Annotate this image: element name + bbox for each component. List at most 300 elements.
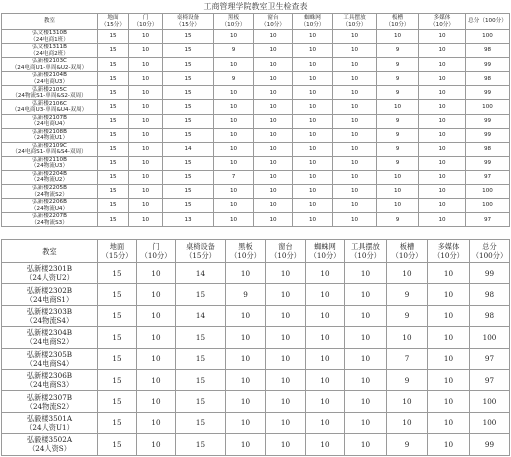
table-row — [2, 305, 510, 326]
score-cell: 10 — [254, 86, 293, 100]
score-cell: 15 — [98, 30, 129, 44]
column-header-label: 门 — [152, 242, 160, 251]
score-cell: 10 — [214, 156, 254, 170]
classroom-cell — [2, 263, 98, 284]
table-row — [2, 412, 510, 433]
class-group: （24物流S4） — [25, 315, 74, 325]
score-cell: 10 — [387, 327, 428, 348]
score-cell: 10 — [137, 348, 176, 369]
score-cell: 9 — [226, 284, 266, 305]
class-group: （24物流U1） — [30, 135, 69, 142]
table-row — [2, 185, 510, 199]
table-row — [2, 30, 510, 44]
total-score-cell: 99 — [466, 114, 510, 128]
column-header-points: （10分） — [140, 251, 172, 260]
column-header-label: 板槽 — [399, 242, 415, 251]
classroom-cell — [2, 114, 98, 128]
classroom-name: 弘新楼2305B — [26, 349, 73, 359]
score-cell: 10 — [293, 100, 333, 114]
column-header-points: （10分） — [270, 251, 301, 260]
total-score-cell: 100 — [470, 412, 510, 433]
table-row — [2, 128, 510, 142]
score-cell: 10 — [387, 391, 428, 412]
classroom-name: 弘文楼1310B — [32, 30, 67, 37]
score-cell: 10 — [214, 30, 254, 44]
score-cell: 9 — [377, 114, 419, 128]
total-score-cell: 97 — [466, 170, 510, 184]
score-cell: 10 — [137, 305, 176, 326]
score-cell: 10 — [254, 100, 293, 114]
score-cell: 15 — [98, 284, 137, 305]
score-cell: 10 — [306, 284, 345, 305]
score-cell: 10 — [377, 170, 419, 184]
column-header-label: 教室 — [42, 246, 57, 256]
score-cell: 10 — [254, 72, 293, 86]
score-cell: 9 — [214, 44, 254, 58]
table-row — [2, 86, 510, 100]
score-cell: 10 — [129, 170, 163, 184]
score-cell: 15 — [98, 100, 129, 114]
page-title: 工商管理学院教室卫生检查表 — [203, 2, 308, 11]
score-cell: 10 — [129, 72, 163, 86]
score-cell: 15 — [163, 128, 214, 142]
score-cell: 10 — [254, 44, 293, 58]
column-header-points: （10分） — [433, 251, 464, 260]
score-cell: 10 — [333, 30, 377, 44]
column-header-points: （15分） — [176, 21, 200, 28]
score-cell: 9 — [377, 128, 419, 142]
score-cell: 10 — [333, 185, 377, 199]
score-cell: 10 — [306, 327, 345, 348]
classroom-name: 弘新楼2204B — [32, 171, 67, 178]
score-cell: 10 — [333, 170, 377, 184]
score-cell: 15 — [163, 58, 214, 72]
column-header-points: （10分） — [230, 251, 261, 260]
class-group: （24电商U3-单周&U4-双周） — [11, 107, 88, 114]
column-header — [306, 240, 345, 263]
score-cell: 15 — [98, 185, 129, 199]
score-cell: 10 — [306, 305, 345, 326]
score-cell: 9 — [377, 58, 419, 72]
column-header — [98, 14, 129, 30]
score-cell: 10 — [333, 72, 377, 86]
classroom-cell — [2, 58, 98, 72]
score-cell: 10 — [254, 199, 293, 213]
classroom-name: 弘新楼2304B — [26, 328, 73, 338]
table-row — [2, 199, 510, 213]
score-cell: 15 — [98, 412, 137, 433]
score-cell: 10 — [293, 170, 333, 184]
score-cell: 10 — [306, 434, 345, 455]
score-cell: 10 — [214, 114, 254, 128]
score-cell: 10 — [333, 86, 377, 100]
score-cell: 10 — [266, 284, 306, 305]
column-header-points: （10分） — [261, 21, 285, 28]
score-cell: 10 — [214, 100, 254, 114]
score-cell: 15 — [98, 58, 129, 72]
score-cell: 10 — [345, 263, 387, 284]
classroom-name: 弘文楼1311B — [32, 44, 67, 51]
score-cell: 10 — [214, 128, 254, 142]
table-row — [2, 284, 510, 305]
score-cell: 10 — [266, 348, 306, 369]
score-cell: 10 — [266, 434, 306, 455]
score-cell: 10 — [419, 128, 466, 142]
total-score-cell: 100 — [466, 199, 510, 213]
score-cell: 10 — [254, 30, 293, 44]
score-cell: 10 — [428, 412, 470, 433]
header-row — [2, 14, 510, 30]
table-row — [2, 391, 510, 412]
score-cell: 10 — [333, 44, 377, 58]
total-score-cell: 98 — [466, 44, 510, 58]
classroom-cell — [2, 128, 98, 142]
score-cell: 10 — [345, 305, 387, 326]
score-cell: 10 — [129, 156, 163, 170]
score-cell: 9 — [387, 284, 428, 305]
score-cell: 9 — [377, 213, 419, 227]
score-cell: 10 — [266, 263, 306, 284]
column-header — [466, 14, 510, 30]
class-group: （24电商S1） — [25, 294, 74, 304]
score-cell: 10 — [428, 391, 470, 412]
score-cell: 10 — [137, 263, 176, 284]
classroom-cell — [2, 100, 98, 114]
total-score-cell: 100 — [470, 327, 510, 348]
total-score-cell: 99 — [470, 434, 510, 455]
classroom-cell — [2, 142, 98, 156]
score-cell: 10 — [419, 199, 466, 213]
score-cell: 10 — [333, 156, 377, 170]
score-cell: 15 — [163, 100, 214, 114]
score-cell: 10 — [333, 142, 377, 156]
score-cell: 10 — [345, 434, 387, 455]
score-cell: 10 — [306, 263, 345, 284]
classroom-cell — [2, 369, 98, 390]
class-group: （24电商S3） — [25, 380, 74, 390]
column-header-points: （10分） — [309, 251, 341, 260]
score-cell: 10 — [226, 305, 266, 326]
score-cell: 15 — [163, 170, 214, 184]
classroom-name: 弘新楼2106C — [32, 100, 67, 107]
score-cell: 10 — [345, 391, 387, 412]
classroom-name: 弘新楼2306B — [26, 371, 73, 381]
score-cell: 10 — [306, 369, 345, 390]
column-header — [345, 240, 387, 263]
score-cell: 7 — [387, 348, 428, 369]
score-cell: 10 — [293, 30, 333, 44]
score-cell: 10 — [377, 100, 419, 114]
column-header-label: 总分（100分） — [468, 18, 507, 25]
score-cell: 10 — [306, 412, 345, 433]
classroom-cell — [2, 434, 98, 455]
column-header-label: 黑板 — [238, 242, 253, 251]
score-cell: 10 — [306, 391, 345, 412]
classroom-cell — [2, 86, 98, 100]
classroom-cell — [2, 72, 98, 86]
score-cell: 15 — [98, 128, 129, 142]
score-cell: 14 — [176, 305, 226, 326]
score-cell: 10 — [226, 263, 266, 284]
column-header-label: 多媒体 — [437, 242, 460, 251]
score-cell: 10 — [254, 128, 293, 142]
score-cell: 15 — [98, 114, 129, 128]
column-header-points: （10分） — [391, 251, 423, 260]
classroom-cell — [2, 213, 98, 227]
column-header-label: 地面 — [107, 15, 119, 22]
score-cell: 9 — [387, 305, 428, 326]
classroom-name: 弘新楼2303B — [26, 306, 73, 316]
class-group: （24物流U4） — [30, 205, 69, 212]
score-cell: 10 — [419, 114, 466, 128]
column-header-label: 黑板 — [227, 15, 240, 22]
column-header-label: 多媒体 — [433, 15, 451, 22]
column-header — [98, 240, 137, 263]
score-cell: 10 — [419, 213, 466, 227]
score-cell: 15 — [98, 305, 137, 326]
score-cell: 10 — [419, 156, 466, 170]
score-cell: 10 — [254, 156, 293, 170]
column-header-label: 窗台 — [267, 15, 279, 22]
score-cell: 10 — [226, 348, 266, 369]
class-group: （24人资S） — [28, 444, 71, 454]
class-group: （24电商S4） — [25, 358, 74, 368]
column-header — [176, 240, 226, 263]
score-cell: 10 — [293, 114, 333, 128]
score-cell: 10 — [419, 72, 466, 86]
column-header — [129, 14, 163, 30]
class-group: （24电商S1-单周&S4-双周） — [12, 149, 87, 156]
score-cell: 10 — [137, 391, 176, 412]
table-row — [2, 100, 510, 114]
score-cell: 10 — [129, 30, 163, 44]
column-header-label: 工具摆放 — [351, 242, 380, 251]
column-header-label: 门 — [142, 15, 149, 22]
class-group: （24电商2班） — [30, 50, 69, 57]
table-row — [2, 348, 510, 369]
classroom-cell — [2, 391, 98, 412]
score-cell: 10 — [293, 142, 333, 156]
score-cell: 10 — [129, 44, 163, 58]
score-cell: 9 — [387, 434, 428, 455]
total-score-cell: 99 — [466, 128, 510, 142]
table-row — [2, 170, 510, 184]
score-cell: 10 — [419, 30, 466, 44]
score-cell: 10 — [293, 128, 333, 142]
class-group: （24电商U4） — [30, 121, 69, 128]
table-row — [2, 142, 510, 156]
score-cell: 10 — [137, 434, 176, 455]
table-row — [2, 44, 510, 58]
score-cell: 10 — [293, 72, 333, 86]
score-cell: 10 — [345, 348, 387, 369]
score-cell: 10 — [129, 58, 163, 72]
column-header — [293, 14, 333, 30]
score-cell: 10 — [333, 199, 377, 213]
classroom-name: 弘新楼2301B — [26, 264, 73, 274]
score-cell: 15 — [176, 369, 226, 390]
column-header-label: 总分 — [482, 242, 497, 251]
total-score-cell: 99 — [470, 263, 510, 284]
inspection-table-bottom — [1, 239, 510, 456]
score-cell: 15 — [98, 434, 137, 455]
score-cell: 10 — [129, 185, 163, 199]
total-score-cell: 99 — [466, 58, 510, 72]
score-cell: 10 — [129, 199, 163, 213]
score-cell: 10 — [129, 86, 163, 100]
score-cell: 15 — [163, 30, 214, 44]
table-row — [2, 327, 510, 348]
score-cell: 10 — [345, 284, 387, 305]
score-cell: 10 — [226, 434, 266, 455]
column-header-label: 教室 — [43, 18, 56, 25]
score-cell: 15 — [176, 412, 226, 433]
column-header-label: 桌椅设备 — [186, 242, 215, 251]
score-cell: 10 — [293, 213, 333, 227]
score-cell: 15 — [163, 72, 214, 86]
class-group: （24电商U1-单周&U2-双周） — [11, 64, 88, 71]
score-cell: 9 — [377, 156, 419, 170]
total-score-cell: 99 — [466, 156, 510, 170]
score-cell: 9 — [377, 72, 419, 86]
column-header — [137, 240, 176, 263]
score-cell: 10 — [428, 263, 470, 284]
score-cell: 10 — [214, 185, 254, 199]
score-cell: 10 — [137, 369, 176, 390]
total-score-cell: 97 — [470, 348, 510, 369]
classroom-name: 弘新楼2302B — [26, 285, 73, 295]
score-cell: 15 — [98, 86, 129, 100]
inspection-table-top — [1, 13, 510, 227]
total-score-cell: 98 — [466, 142, 510, 156]
score-cell: 10 — [293, 86, 333, 100]
table-row — [2, 72, 510, 86]
classroom-cell — [2, 30, 98, 44]
score-cell: 15 — [163, 156, 214, 170]
score-cell: 14 — [163, 142, 214, 156]
class-group: （24电商U3） — [30, 78, 69, 85]
classroom-cell — [2, 305, 98, 326]
column-header — [266, 240, 306, 263]
score-cell: 10 — [129, 213, 163, 227]
score-cell: 10 — [333, 128, 377, 142]
score-cell: 10 — [419, 58, 466, 72]
score-cell: 9 — [377, 44, 419, 58]
total-score-cell: 100 — [466, 100, 510, 114]
column-header-points: （10分） — [133, 21, 158, 28]
score-cell: 15 — [98, 327, 137, 348]
table-row — [2, 263, 510, 284]
score-cell: 10 — [387, 412, 428, 433]
column-header — [419, 14, 466, 30]
score-cell: 10 — [387, 263, 428, 284]
column-header — [470, 240, 510, 263]
score-cell: 15 — [98, 72, 129, 86]
score-cell: 10 — [428, 348, 470, 369]
total-score-cell: 100 — [470, 391, 510, 412]
column-header — [254, 14, 293, 30]
score-cell: 10 — [214, 58, 254, 72]
classroom-cell — [2, 185, 98, 199]
score-cell: 15 — [98, 213, 129, 227]
classroom-name: 弘新楼2307B — [26, 392, 73, 402]
column-header — [2, 240, 98, 263]
score-cell: 10 — [254, 213, 293, 227]
score-cell: 10 — [333, 58, 377, 72]
score-cell: 10 — [293, 58, 333, 72]
score-cell: 10 — [266, 391, 306, 412]
score-cell: 10 — [226, 391, 266, 412]
column-header-points: （15分） — [185, 251, 216, 260]
score-cell: 9 — [377, 86, 419, 100]
score-cell: 10 — [419, 185, 466, 199]
column-header — [387, 240, 428, 263]
class-group: （24人资U1） — [25, 422, 74, 432]
header-row — [2, 240, 510, 263]
classroom-name: 弘毅楼3502A — [26, 435, 73, 445]
score-cell: 10 — [129, 100, 163, 114]
score-cell: 15 — [163, 44, 214, 58]
class-group: （24物流U3） — [30, 163, 69, 170]
column-header-points: （10分） — [350, 251, 381, 260]
score-cell: 15 — [176, 348, 226, 369]
score-cell: 9 — [377, 142, 419, 156]
classroom-cell — [2, 284, 98, 305]
column-header-label: 桌椅设备 — [176, 15, 200, 22]
column-header-label: 蜘蛛网 — [304, 15, 321, 22]
score-cell: 10 — [226, 369, 266, 390]
score-cell: 10 — [129, 114, 163, 128]
score-cell: 9 — [214, 72, 254, 86]
column-header-label: 工具摆放 — [343, 15, 366, 22]
class-group: （24物流U2） — [30, 177, 69, 184]
score-cell: 15 — [98, 156, 129, 170]
score-cell: 10 — [293, 185, 333, 199]
classroom-name: 弘新楼2108B — [32, 128, 67, 135]
classroom-name: 弘新楼2105C — [32, 86, 67, 93]
score-cell: 10 — [333, 114, 377, 128]
score-cell: 10 — [254, 58, 293, 72]
score-cell: 10 — [214, 199, 254, 213]
table-row — [2, 213, 510, 227]
table-row — [2, 114, 510, 128]
total-score-cell: 98 — [470, 284, 510, 305]
score-cell: 15 — [176, 391, 226, 412]
score-cell: 10 — [428, 305, 470, 326]
score-cell: 9 — [387, 369, 428, 390]
score-cell: 10 — [419, 170, 466, 184]
score-cell: 10 — [137, 412, 176, 433]
column-header-points: （15分） — [101, 251, 133, 260]
table-row — [2, 58, 510, 72]
column-header — [2, 14, 98, 30]
total-score-cell: 98 — [466, 72, 510, 86]
score-cell: 10 — [345, 412, 387, 433]
classroom-cell — [2, 156, 98, 170]
classroom-name: 弘新楼2206B — [32, 199, 67, 206]
classroom-cell — [2, 412, 98, 433]
score-cell: 7 — [214, 170, 254, 184]
score-cell: 10 — [377, 185, 419, 199]
total-score-cell: 97 — [470, 369, 510, 390]
score-cell: 15 — [98, 263, 137, 284]
column-header — [428, 240, 470, 263]
classroom-name: 弘新楼2109C — [32, 142, 67, 149]
score-cell: 15 — [176, 284, 226, 305]
score-cell: 15 — [98, 170, 129, 184]
score-cell: 10 — [214, 142, 254, 156]
classroom-name: 弘毅楼3501A — [26, 413, 73, 423]
